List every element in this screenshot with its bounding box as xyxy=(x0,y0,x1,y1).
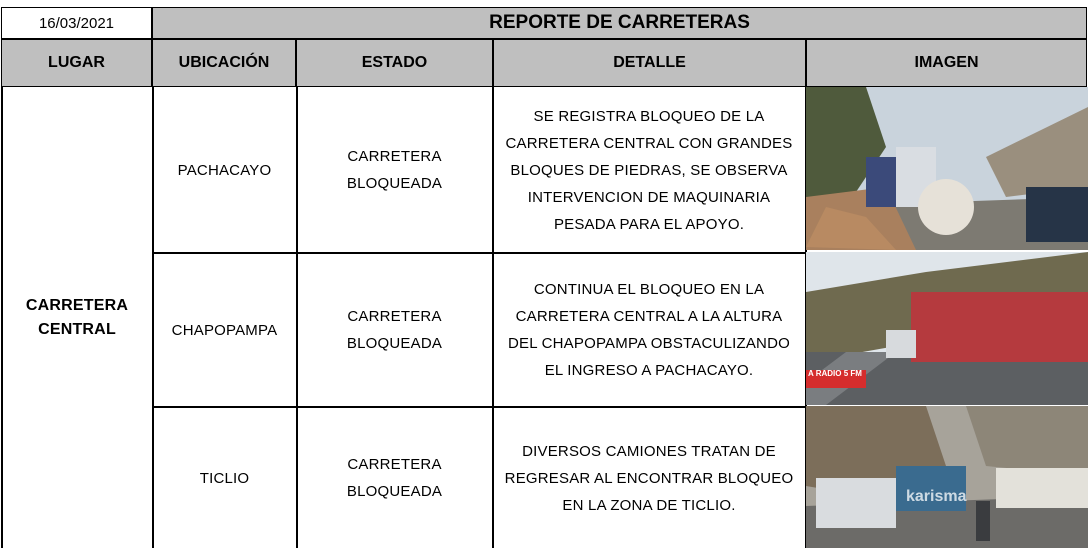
row-3-photo xyxy=(806,406,1088,548)
row-2-detalle: CONTINUA EL BLOQUEO EN LA CARRETERA CENTRAL A LA ALTURA DEL CHAPOPAMPA OBSTACULIZANDO EL INGRESO A PACHACAYO. xyxy=(508,281,790,379)
row-1-detalle: SE REGISTRA BLOQUEO DE LA CARRETERA CENTRAL CON GRANDES BLOQUES DE PIEDRAS, SE OBSERVA INTERVENCION DE MAQUINARIA PESADA PARA EL APOYO. xyxy=(505,107,793,233)
column-header-ubicacion: UBICACIÓN xyxy=(152,39,296,87)
column-header-imagen: IMAGEN xyxy=(806,39,1087,87)
row-3-detalle: DIVERSOS CAMIONES TRATAN DE REGRESAR AL ENCONTRAR BLOQUEO EN LA ZONA DE TICLIO. xyxy=(504,442,794,514)
row-2-photo xyxy=(806,252,1088,405)
row-3-photo-watermark: karisma xyxy=(906,488,967,505)
row-2-photo-watermark: A RADIO 5 FM xyxy=(808,369,862,378)
column-header-estado: ESTADO xyxy=(296,39,493,87)
row-2-ubicacion: CHAPOPAMPA xyxy=(171,321,278,339)
report-title: REPORTE DE CARRETERAS xyxy=(152,7,1087,39)
column-header-lugar: LUGAR xyxy=(1,39,152,87)
lugar-cell: CARRETERA CENTRAL xyxy=(25,297,129,338)
row-3-estado: CARRETERA BLOQUEADA xyxy=(346,456,443,500)
row-1-estado: CARRETERA BLOQUEADA xyxy=(346,148,443,192)
row-3-ubicacion: TICLIO xyxy=(199,469,250,487)
column-header-detalle: DETALLE xyxy=(493,39,806,87)
row-1-ubicacion: PACHACAYO xyxy=(177,161,272,179)
row-2-estado: CARRETERA BLOQUEADA xyxy=(346,308,443,352)
row-1-photo xyxy=(806,87,1088,250)
report-date: 16/03/2021 xyxy=(1,7,152,39)
